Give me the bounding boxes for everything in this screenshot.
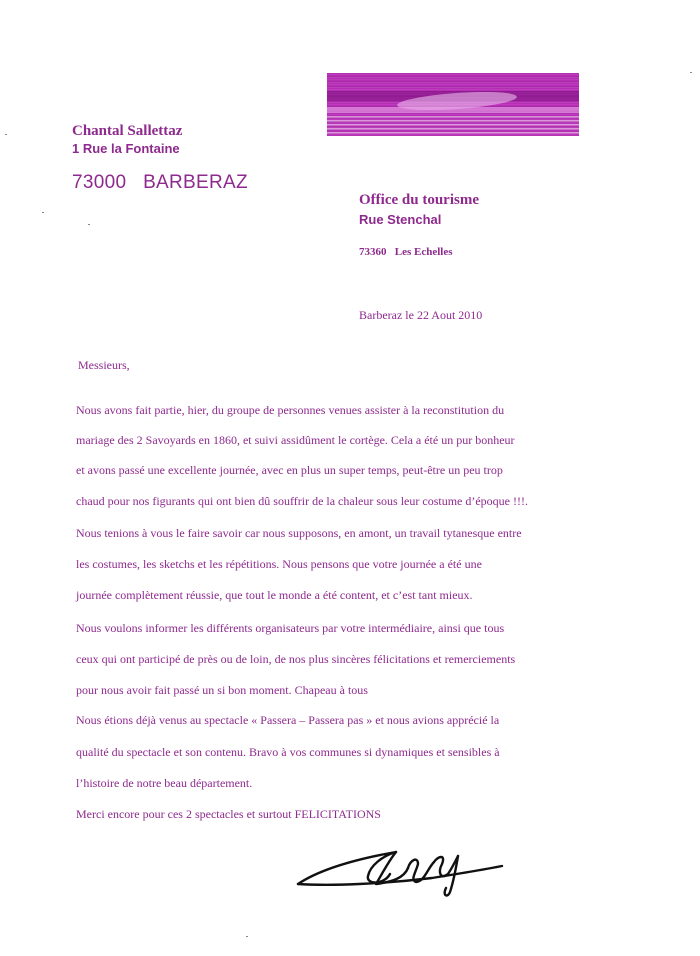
sender-name: Chantal Sallettaz [72, 123, 183, 139]
recipient-name: Office du tourisme [359, 192, 479, 208]
body-line: Nous avons fait partie, hier, du groupe de personnes venues assister à la reconstitution du [76, 403, 505, 417]
greeting: Messieurs, [78, 358, 130, 372]
handwritten-signature [292, 838, 507, 900]
sender-city: 73000 BARBERAZ [72, 172, 248, 193]
sender-street: 1 Rue la Fontaine [72, 141, 180, 156]
body-line: Merci encore pour ces 2 spectacles et surtout FELICITATIONS [76, 807, 381, 821]
body-line: les costumes, les sketchs et les répétitions. Nous pensons que votre journée a été une [76, 557, 482, 571]
body-line: Nous tenions à vous le faire savoir car nous supposons, en amont, un travail tytanesque entre [76, 526, 522, 540]
body-line: l’histoire de notre beau département. [76, 776, 253, 790]
body-line: Nous étions déjà venus au spectacle « Passera – Passera pas » et nous avions apprécié la [76, 713, 500, 727]
body-line: journée complètement réussie, que tout le monde a été content, et c’est tant mieux. [76, 588, 473, 602]
body-line: qualité du spectacle et son contenu. Bravo à vos communes si dynamiques et sensibles à [76, 745, 500, 759]
body-line: pour nous avoir fait passé un si bon moment. Chapeau à tous [76, 683, 368, 697]
recipient-street: Rue Stenchal [359, 212, 442, 227]
body-line: et avons passé une excellente journée, avec en plus un super temps, peut-être un peu trop [76, 463, 503, 477]
letter-date: Barberaz le 22 Aout 2010 [359, 308, 483, 322]
header-banner-image [327, 73, 579, 136]
body-line: mariage des 2 Savoyards en 1860, et suivi assidûment le cortège. Cela a été un pur bonheur [76, 433, 515, 447]
recipient-city: 73360 Les Echelles [359, 246, 453, 258]
body-line: Nous voulons informer les différents organisateurs par votre intermédiaire, ainsi que tous [76, 621, 505, 635]
body-line: chaud pour nos figurants qui ont bien dû souffrir de la chaleur sous leur costume d’époque !!!. [76, 494, 528, 508]
body-line: ceux qui ont participé de près ou de loin, de nos plus sincères félicitations et remerciements [76, 652, 516, 666]
